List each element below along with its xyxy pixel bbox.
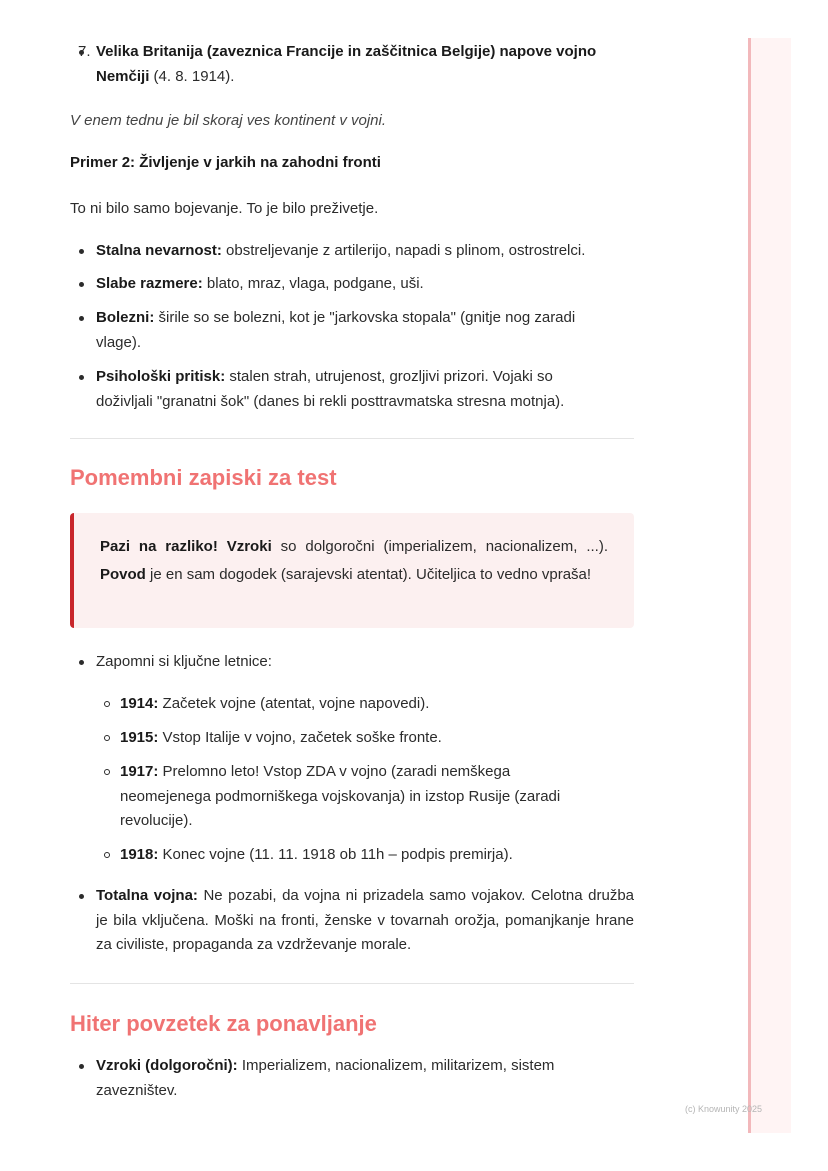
year: 1917: [120,763,159,780]
callout-span: je en sam dogodek (sarajevski atentat). Učiteljica to vedno vpraša! [145,565,592,583]
date-item [120,692,590,717]
numbered-item-7-text [96,40,634,89]
item-text: Imperializem, nacionalizem, militarizem, sistem zavezništev. [96,1057,555,1099]
date-text: Začetek vojne (atentat, vojne napovedi). [158,695,430,712]
italic-note: V enem tednu je bil skoraj ves kontinent v vojni. [70,112,387,129]
copyright-footer: (c) Knowunity 2025 [685,1104,763,1114]
item-text: blato, mraz, vlaga, podgane, uši. [202,275,424,292]
date-text: Prelomno leto! Vstop ZDA v vojno (zaradi nemškega neomejenega podmorniškega vojskovanja) in izstop Rusije (zaradi revolucije). [120,763,561,829]
item-text: stalen strah, utrujenost, grozljivi prizori. Vojaki so doživljali "granatni šok" (danes bi rekli posttravmatska stresna motnja). [96,368,565,410]
example-intro: To ni bilo samo bojevanje. To je bilo preživetje. [70,200,379,217]
section-heading: Pomembni zapiski za test [70,465,337,490]
date-item [120,760,570,834]
date-item [120,843,590,868]
item-text: obstreljevanje z artilerijo, napadi s plinom, ostrostrelci. [221,242,586,259]
callout-span: so dolgoročni (imperializem, nacionalizem, ...). [271,538,608,555]
item-text: Ne pozabi, da vojna ni prizadela samo vojakov. Celotna družba je bila vključena. Moški na fronti, ženske v tovarnah orožja, pomanjkanje hrane za civiliste, propaganda za vzdrževanje morale. [96,887,635,953]
date-item [120,726,590,751]
item-bold: Psihološki pritisk: [96,368,226,385]
list-number: 7. [78,43,91,60]
item-bold: Bolezni: [96,309,155,326]
divider [70,983,634,984]
item-bold: Vzroki (dolgoročni): [96,1057,238,1074]
callout-bold: Povod [100,565,146,583]
list-item [96,239,634,264]
item-text: (4. 8. 1914). [149,67,235,85]
item-bold: Slabe razmere: [96,275,203,292]
date-text: Konec vojne (11. 11. 1918 ob 11h – podpis premirja). [158,846,513,863]
section-heading: Hiter povzetek za ponavljanje [70,1011,377,1036]
date-text: Vstop Italije v vojno, začetek soške fronte. [158,729,442,746]
list-item [96,884,634,958]
list-item [96,1054,596,1103]
dates-label: Zapomni si ključne letnice: [96,650,634,675]
page-margin-band [748,38,791,1133]
callout-text [100,533,608,588]
list-item [96,272,634,297]
item-text: širile so se bolezni, kot je "jarkovska stopala" (gnitje nog zaradi vlage). [96,309,576,351]
year: 1918: [120,846,159,863]
list-item [96,306,616,355]
callout-bold: Pazi na razliko! Vzroki [100,538,272,555]
year: 1914: [120,695,159,712]
item-bold: Velika Britanija (zaveznica Francije in zaščitnica Belgije) napove vojno Nemčiji [96,43,597,85]
item-bold: Stalna nevarnost: [96,242,222,259]
list-item [96,365,606,414]
example-heading: Primer 2: Življenje v jarkih na zahodni fronti [70,154,381,171]
callout-box [70,513,634,628]
item-bold: Totalna vojna: [96,887,198,904]
year: 1915: [120,729,159,746]
divider [70,438,634,439]
